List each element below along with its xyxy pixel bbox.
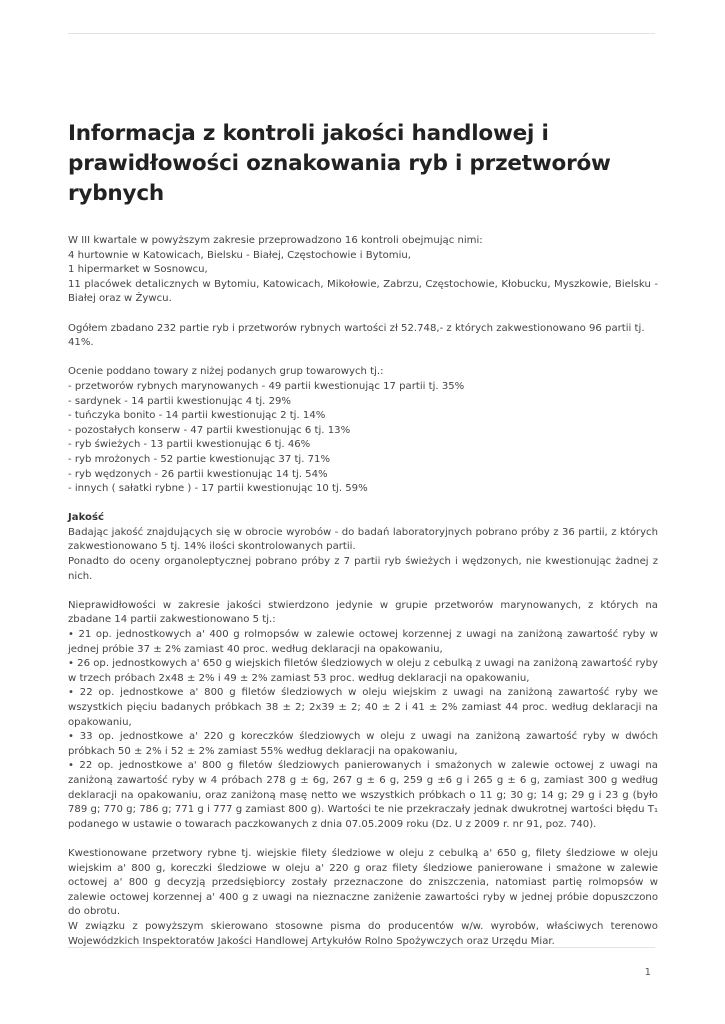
irregularity-item: • 21 op. jednostkowych a' 400 g rolmopsów w zalewie octowej korzennej z uwagi na zaniżoną zawartość ryby w jednej próbie 37 ± 2% zamiast 40 proc. według deklaracji na opakowaniu, [68, 629, 658, 655]
bottom-divider [68, 947, 655, 948]
intro-lead: W III kwartale w powyższym zakresie przeprowadzono 16 kontroli obejmując nimi: [68, 235, 483, 246]
page-title: Informacja z kontroli jakości handlowej i prawidłowości oznakowania ryb i przetworów rybnych [68, 121, 611, 206]
conclusion-text: Kwestionowane przetwory rybne tj. wiejskie filety śledziowe w oleju z cebulką a' 650 g, filety śledziowe w oleju wiejskim a' 800 g, koreczki śledziowe w oleju a' 220 g oraz filety śledziowe panierowane i smażone w zalewie octowej a' 800 g decyzją przedsiębiorcy zostały przeznaczone do zniszczenia, natomiast partię rolmopsów w zalewie octowej korzennej a' 400 g z uwagi na nieznaczne zaniżenie zawartości ryby w jednej próbie dopuszczono do obrotu. [68, 847, 658, 918]
irregularity-item: • 22 op. jednostkowe a' 800 g filetów śledziowych w oleju wiejskim z uwagi na zaniżoną zawartość ryby we wszystkich pięciu badanych próbkach 38 ± 2; 2x39 ± 2; 40 ± 2 i 41 ± 2% zamiast 44 proc. według deklaracji na opakowaniu, [68, 687, 658, 728]
intro-item: 11 placówek detalicznych w Bytomiu, Katowicach, Mikołowie, Zabrzu, Częstochowie, Kłobucku, Myszkowie, Bielsku - Białej oraz w Żywcu. [68, 278, 658, 305]
group-item: - sardynek - 14 partii kwestionując 4 tj. 29% [68, 395, 292, 407]
irregularity-item: • 26 op. jednostkowych a' 650 g wiejskich filetów śledziowych w oleju z cebulką z uwagi na zaniżoną zawartość ryby w trzech próbach 2x48 ± 2% i 49 ± 2% zamiast 53 proc. według deklaracji na opakowaniu, [68, 658, 658, 684]
quality-paragraph: Badając jakość znajdujących się w obrocie wyrobów - do badań laboratoryjnych pobrano próby z 36 partii, z których zakwestionowano 5 tj. 14% ilości skontrolowanych partii. [68, 526, 658, 553]
conclusion-text: W związku z powyższym skierowano stosowne pisma do producentów w/w. wyrobów, właściwych terenowo Wojewódzkich Inspektoratów Jakości Handlowej Artykułów Rolno Spożywczych oraz Urzędu Miar. [68, 920, 658, 947]
irregularity-item: • 33 op. jednostkowe a' 220 g koreczków śledziowych w oleju z uwagi na zaniżoną zawartość ryby w dwóch próbkach 50 ± 2% i 52 ± 2% zamiast 55% według deklaracji na opakowaniu, [68, 731, 658, 757]
conclusion-paragraph [68, 847, 658, 949]
groups-paragraph [68, 365, 658, 496]
intro-item: 1 hipermarket w Sosnowcu, [68, 264, 208, 276]
group-item: - ryb świeżych - 13 partii kwestionując 6 tj. 46% [68, 439, 311, 451]
groups-lead: Ocenie poddano towary z niżej podanych grup towarowych tj.: [68, 366, 384, 378]
quality-paragraph: Ponadto do oceny organoleptycznej pobrano próby z 7 partii ryb świeżych i wędzonych, nie kwestionując żadnej z nich. [68, 556, 658, 582]
quality-section [68, 511, 658, 584]
group-item: - ryb mrożonych - 52 partie kwestionując 37 tj. 71% [68, 453, 331, 465]
top-divider [68, 33, 655, 34]
irregularity-item: • 22 op. jednostkowe a' 800 g filetów śledziowych panierowanych i smażonych w zalewie octowej z uwagi na zaniżoną zawartość ryby w 4 próbach 278 g ± 6g, 267 g ± 6 g, 259 g ±6 g i 265 g ± 6 g, zamiast 300 g według deklaracji na opakowaniu, oraz zaniżoną masę netto we wszystkich próbkach o 11 g; 30 g; 14 g; 29 g i 23 g (było 789 g; 770 g; 786 g; 771 g i 777 g zamiast 800 g). Wartości te nie przekraczały jednak dwukrotnej wartości błędu T₁ podanego w ustawie o towarach paczkowanych z dnia 07.05.2009 roku (Dz. U z 2009 r. nr 91, poz. 740). [68, 760, 658, 830]
group-item: - tuńczyka bonito - 14 partii kwestionując 2 tj. 14% [68, 410, 326, 422]
group-item: - ryb wędzonych - 26 partii kwestionując 14 tj. 54% [68, 468, 328, 480]
intro-item: 4 hurtownie w Katowicach, Bielsku - Białej, Częstochowie i Bytomiu, [68, 249, 412, 261]
quality-heading: Jakość [68, 512, 104, 524]
group-item: - przetworów rybnych marynowanych - 49 partii kwestionując 17 partii tj. 35% [68, 380, 465, 392]
irregularities-lead: Nieprawidłowości w zakresie jakości stwierdzono jedynie w grupie przetworów marynowanych, z których na zbadane 14 partii zakwestionowano 5 tj.: [68, 599, 658, 626]
group-item: - innych ( sałatki rybne ) - 17 partii kwestionując 10 tj. 59% [68, 483, 368, 495]
summary-paragraph: Ogółem zbadano 232 partie ryb i przetworów rybnych wartości zł 52.748,- z których zakwestionowano 96 partii tj. 41%. [68, 322, 645, 349]
document-body [68, 234, 658, 964]
intro-paragraph [68, 234, 658, 307]
group-item: - pozostałych konserw - 47 partii kwestionując 6 tj. 13% [68, 424, 351, 436]
page-number: 1 [644, 967, 651, 978]
irregularities-paragraph [68, 599, 658, 833]
